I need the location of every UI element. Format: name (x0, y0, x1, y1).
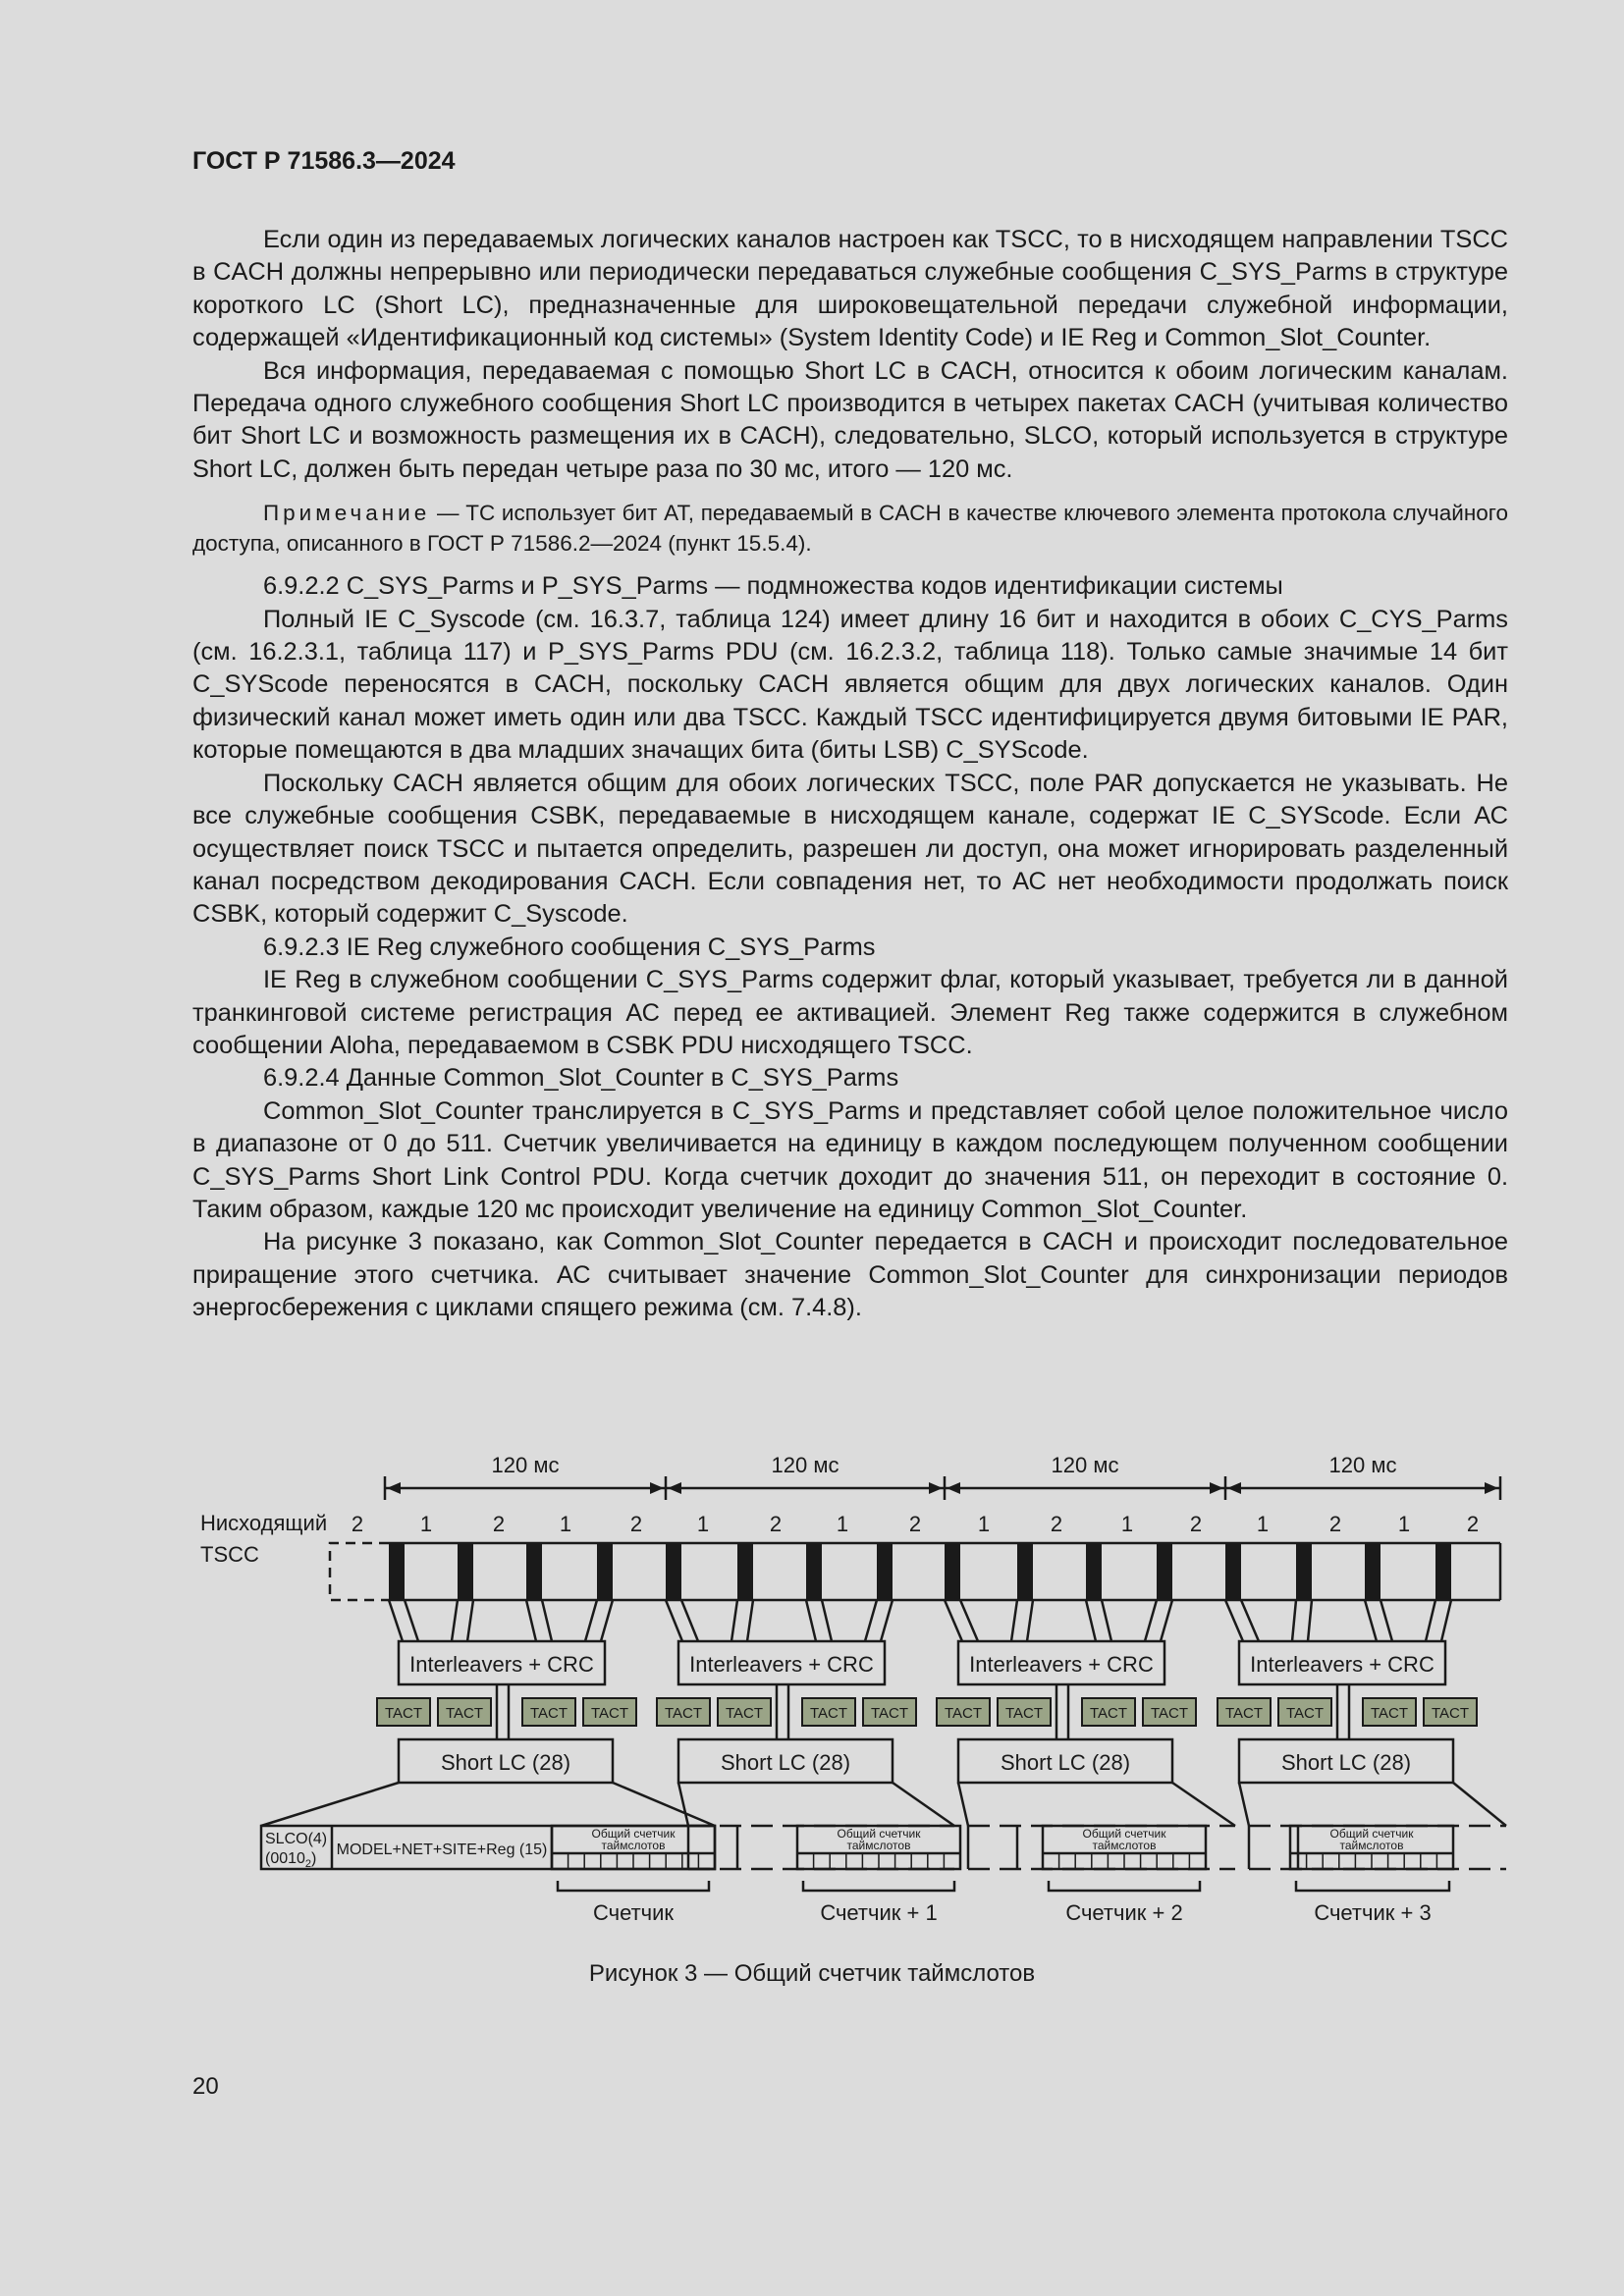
slot-number: 2 (769, 1512, 783, 1536)
burst-link (1426, 1600, 1435, 1641)
slco-subscript: 2 (304, 1858, 312, 1870)
burst-link (1365, 1600, 1377, 1641)
cach-burst (458, 1543, 473, 1600)
burst-link (822, 1600, 832, 1641)
expand-line (1453, 1783, 1506, 1826)
slot-number: 2 (908, 1512, 922, 1536)
period-label: 120 мс (1328, 1453, 1397, 1477)
counter-label: Счетчик (592, 1900, 675, 1925)
tact-label: TACT (1004, 1705, 1044, 1722)
slot-number: 2 (629, 1512, 643, 1536)
cach-burst (806, 1543, 822, 1600)
tact-label: TACT (1431, 1705, 1470, 1722)
interleaver-label: Interleavers + CRC (1250, 1652, 1435, 1677)
section-heading: 6.9.2.2 C_SYS_Parms и P_SYS_Parms — подмножества кодов идентификации системы (263, 572, 1283, 601)
section-heading: 6.9.2.3 IE Reg служебного сообщения C_SYS_Parms (263, 933, 876, 961)
counter-field-label: Общий счетчик (1329, 1827, 1414, 1841)
counter-field-label: таймслотов (846, 1839, 911, 1852)
tact-label: TACT (1150, 1705, 1189, 1722)
slot-counter-diagram (192, 1443, 1508, 1934)
slot-number: 1 (977, 1512, 991, 1536)
paragraph: Common_Slot_Counter транслируется в C_SYS_Parms и представляет собой целое положительное число в диапазоне от 0 до 511. Счетчик увеличивается на единицу в каждом последующем полученном сообщении C_SYS_Parms Short Link Control PDU. Когда счетчик доходит до значения 511, он переходит в состояние 0. Таким образом, каждые 120 мс происходит увеличение на единицу Common_Slot_Counter. (192, 1096, 1508, 1223)
interleaver-label: Interleavers + CRC (689, 1652, 874, 1677)
paragraph: Поскольку CACH является общим для обоих логических TSCC, поле PAR допускается не указывать. Не все служебные сообщения CSBK, передаваемые в нисходящем канале, содержат IE C_SYScode. Если АС осуществляет поиск TSCC и пытается определить, разрешен ли доступ, она может игнорировать разделенный канал посредством декодирования CACH. Если совпадения нет, то АС нет необходимости продолжать поиск CSBK, который содержит C_Syscode. (192, 769, 1508, 929)
burst-link (1161, 1600, 1172, 1641)
counter-field-label: Общий счетчик (591, 1827, 676, 1841)
slot-number: 1 (836, 1512, 849, 1536)
counter-label: Счетчик + 2 (1065, 1900, 1183, 1925)
cach-burst (526, 1543, 542, 1600)
cach-burst (1086, 1543, 1102, 1600)
burst-link (542, 1600, 552, 1641)
burst-link (405, 1600, 418, 1641)
counter-label: Счетчик + 3 (1314, 1900, 1432, 1925)
counter-field-label: таймслотов (1092, 1839, 1157, 1852)
slot-number: 2 (351, 1512, 364, 1536)
burst-link (467, 1600, 473, 1641)
tact-label: TACT (1285, 1705, 1325, 1722)
counter-field-label: таймслотов (1339, 1839, 1404, 1852)
document-header: ГОСТ Р 71586.3—2024 (192, 147, 456, 175)
interleaver-label: Interleavers + CRC (409, 1652, 594, 1677)
tact-label: TACT (529, 1705, 568, 1722)
burst-link (1380, 1600, 1392, 1641)
paragraph: IE Reg в служебном сообщении C_SYS_Parms содержит флаг, который указывает, требуется ли в данной транкинговой системе регистрация АС перед ее активацией. Элемент Reg также содержится в служебном сообщении Aloha, передаваемом в CSBK PDU нисходящего TSCC. (192, 966, 1508, 1059)
slot-number: 2 (1189, 1512, 1203, 1536)
note-text: — TC использует бит AT, передаваемый в CACH в качестве ключевого элемента протокола случайного доступа, описанного в ГОСТ Р 71586.2—2024 (пункт 15.5.4). (192, 501, 1508, 557)
expand-line (613, 1783, 715, 1826)
tact-label: TACT (384, 1705, 423, 1722)
tact-label: TACT (870, 1705, 909, 1722)
burst-link (806, 1600, 816, 1641)
slot-number: 1 (696, 1512, 710, 1536)
tact-label: TACT (809, 1705, 848, 1722)
tact-label: TACT (1370, 1705, 1409, 1722)
expand-line (261, 1783, 399, 1826)
tact-label: TACT (445, 1705, 484, 1722)
burst-link (526, 1600, 536, 1641)
tact-label: TACT (664, 1705, 703, 1722)
counter-bracket (558, 1881, 709, 1891)
tact-label: TACT (944, 1705, 983, 1722)
cach-burst (1296, 1543, 1312, 1600)
section-heading: 6.9.2.4 Данные Common_Slot_Counter в C_SYS_Parms (263, 1064, 899, 1093)
expand-line (1172, 1783, 1235, 1826)
burst-link (1292, 1600, 1296, 1641)
expand-line (1239, 1783, 1249, 1826)
burst-link (1027, 1600, 1033, 1641)
cach-burst (1365, 1543, 1380, 1600)
burst-link (1441, 1600, 1451, 1641)
slot-number: 1 (419, 1512, 433, 1536)
burst-link (945, 1600, 962, 1641)
previous-slot-dashed (330, 1543, 389, 1600)
cach-burst (389, 1543, 405, 1600)
burst-link (1241, 1600, 1259, 1641)
cach-burst (945, 1543, 960, 1600)
cach-burst (1017, 1543, 1033, 1600)
slot-number: 2 (1328, 1512, 1342, 1536)
short-lc-label: Short LC (28) (1000, 1750, 1131, 1775)
short-lc-label: Short LC (28) (1280, 1750, 1412, 1775)
counter-bracket (1049, 1881, 1200, 1891)
counter-bracket (803, 1881, 954, 1891)
slot-number: 1 (1120, 1512, 1134, 1536)
period-label: 120 мс (491, 1453, 560, 1477)
tact-label: TACT (1224, 1705, 1264, 1722)
document-body (192, 224, 1508, 1325)
slco-label: $(0010_2)$ (265, 1850, 317, 1870)
counter-field-label: таймслотов (601, 1839, 666, 1852)
arrow-head-right (1485, 1482, 1498, 1494)
arrow-head-left (668, 1482, 681, 1494)
cach-burst (1225, 1543, 1241, 1600)
arrow-head-left (1227, 1482, 1241, 1494)
arrow-head-right (929, 1482, 943, 1494)
cach-burst (666, 1543, 681, 1600)
channel-label: TSCC (200, 1542, 259, 1567)
burst-link (389, 1600, 403, 1641)
burst-link (1308, 1600, 1312, 1641)
burst-link (1145, 1600, 1157, 1641)
arrow-head-left (947, 1482, 960, 1494)
burst-link (865, 1600, 877, 1641)
counter-label: Счетчик + 1 (820, 1900, 938, 1925)
tact-label: TACT (1089, 1705, 1128, 1722)
paragraph: Вся информация, передаваемая с помощью Short LC в CACH, относится к обоим логическим каналам. Передача одного служебного сообщения Short LC производится в четырех пакетах CACH (учитывая количество бит Short LC и возможность размещения их в CACH), следовательно, SLCO, который используется в структуре Short LC, должен быть передан четыре раза по 30 мс, итого — 120 мс. (192, 356, 1508, 483)
slot-number: 1 (1397, 1512, 1411, 1536)
burst-link (1011, 1600, 1017, 1641)
slco-paren: ) (311, 1850, 317, 1867)
short-lc-label: Short LC (28) (440, 1750, 571, 1775)
burst-link (881, 1600, 893, 1641)
counter-bracket (1296, 1881, 1449, 1891)
expand-line (958, 1783, 968, 1826)
burst-link (731, 1600, 737, 1641)
slot-number: 2 (492, 1512, 506, 1536)
note (192, 498, 1508, 559)
paragraph: Если один из передаваемых логических каналов настроен как TSCC, то в нисходящем направлении TSCC в CACH должны непрерывно или периодически передаваться служебные сообщения C_SYS_Parms в структуре короткого LC (Short LC), предназначенные для широковещательной передачи служебной информации, содержащей «Идентификационный код системы» (System Identity Code) и IE Reg и Common_Slot_Counter. (192, 226, 1508, 352)
arrow-head-right (650, 1482, 664, 1494)
burst-link (681, 1600, 698, 1641)
short-lc-label: Short LC (28) (720, 1750, 851, 1775)
burst-link (1102, 1600, 1111, 1641)
burst-link (585, 1600, 597, 1641)
burst-link (666, 1600, 682, 1641)
slot-number: 2 (1466, 1512, 1480, 1536)
period-label: 120 мс (771, 1453, 839, 1477)
burst-link (960, 1600, 978, 1641)
note-label: Примечание (263, 501, 431, 526)
interleaver-label: Interleavers + CRC (969, 1652, 1154, 1677)
expand-line (893, 1783, 954, 1826)
burst-link (601, 1600, 613, 1641)
burst-link (1086, 1600, 1096, 1641)
page-number: 20 (192, 2073, 219, 2100)
channel-label: Нисходящий (200, 1511, 328, 1535)
slot-number: 1 (1256, 1512, 1270, 1536)
expand-line (678, 1783, 688, 1826)
cach-burst (597, 1543, 613, 1600)
tact-label: TACT (590, 1705, 629, 1722)
cach-burst (737, 1543, 753, 1600)
figure-caption: Рисунок 3 — Общий счетчик таймслотов (588, 1960, 1036, 1987)
burst-link (1225, 1600, 1243, 1641)
burst-link (747, 1600, 753, 1641)
cach-burst (877, 1543, 893, 1600)
arrow-head-left (387, 1482, 401, 1494)
counter-field-label: Общий счетчик (1082, 1827, 1166, 1841)
slot-number: 1 (559, 1512, 572, 1536)
slco-label: SLCO(4) (265, 1831, 328, 1847)
paragraph: На рисунке 3 показано, как Common_Slot_Counter передается в CACH и происходит последовательное приращение этого счетчика. АС считывает значение Common_Slot_Counter для синхронизации периодов энергосбережения с циклами спящего режима (см. 7.4.8). (192, 1228, 1508, 1322)
model-net-site-label: MODEL+NET+SITE+Reg (15) (336, 1842, 548, 1858)
slot-number: 2 (1050, 1512, 1063, 1536)
arrow-head-right (1210, 1482, 1223, 1494)
burst-link (452, 1600, 458, 1641)
period-label: 120 мс (1051, 1453, 1119, 1477)
cach-burst (1435, 1543, 1451, 1600)
counter-field-label: Общий счетчик (837, 1827, 921, 1841)
cach-burst (1157, 1543, 1172, 1600)
tact-label: TACT (725, 1705, 764, 1722)
paragraph: Полный IE C_Syscode (см. 16.3.7, таблица 124) имеет длину 16 бит и находится в обоих C_CYS_Parms (см. 16.2.3.1, таблица 117) и P_SYS_Parms PDU (см. 16.2.3.2, таблица 118). Только самые значимые 14 бит C_SYScode переносятся в CACH, поскольку CACH является общим для двух логических каналов. Один физический канал может иметь один или два TSCC. Каждый TSCC идентифицируется двумя битовыми IE PAR, которые помещаются в два младших значащих бита (биты LSB) C_SYScode. (192, 605, 1508, 765)
